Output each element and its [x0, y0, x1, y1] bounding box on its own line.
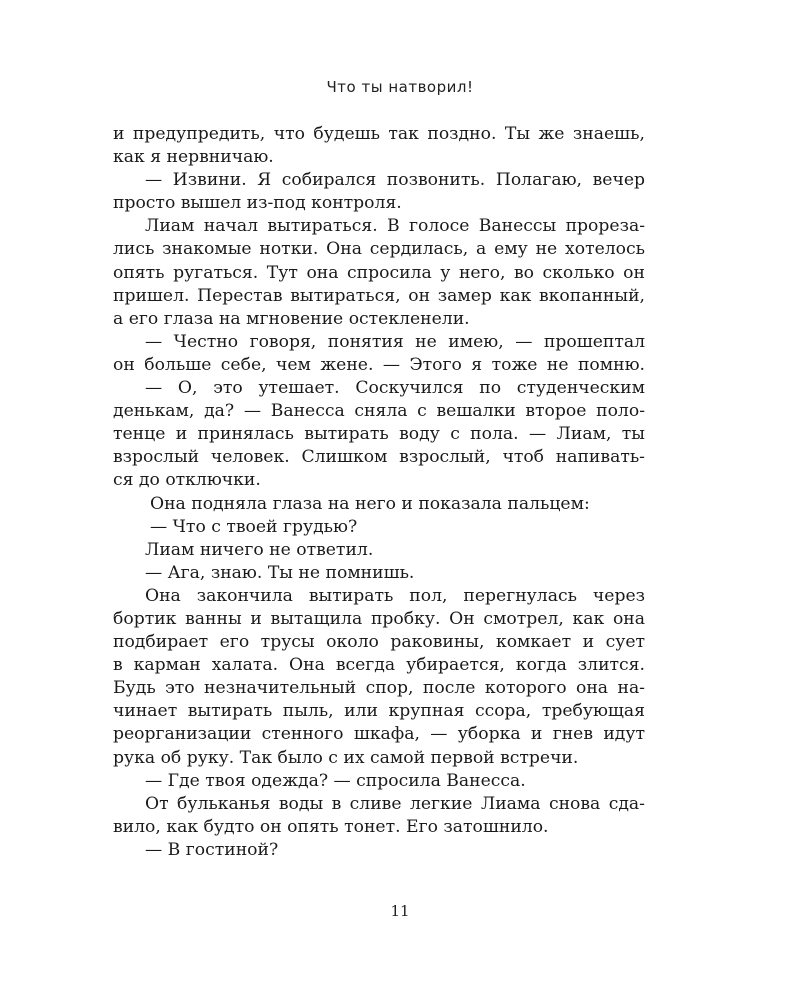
text-line: Она подняла глаза на него и показала пальцем: — [150, 493, 590, 514]
text-line: опять ругаться. Тут она спросила у него, во сколько он — [113, 262, 645, 283]
text-line: — Что с твоей грудью? — [150, 516, 358, 537]
text-line: — В гостиной? — [145, 839, 279, 860]
body-text — [113, 123, 645, 862]
text-line: Она закончила вытирать пол, перегнулась через — [145, 585, 645, 606]
text-line: тенце и принялась вытирать воду с пола. — Лиам, ты — [113, 424, 645, 445]
text-line: ся до отключки. — [113, 470, 261, 491]
text-line: пришел. Перестав вытираться, он замер как вкопанный, — [113, 285, 645, 306]
text-line: и предупредить, что будешь так поздно. Ты же знаешь, — [113, 124, 645, 144]
text-line: Лиам начал вытираться. В голосе Ванессы прореза- — [145, 216, 645, 237]
text-line: лись знакомые нотки. Она сердилась, а ему не хотелось — [113, 239, 645, 260]
text-line: — Извини. Я собирался позвонить. Полагаю, вечер — [145, 170, 645, 191]
page-number: 11 — [390, 902, 410, 920]
text-line: в карман халата. Она всегда убирается, когда злится. — [113, 655, 645, 676]
text-line: как я нервничаю. — [113, 147, 274, 168]
text-line: денькам, да? — Ванесса сняла с вешалки второе поло- — [113, 401, 645, 422]
text-line: Будь это незначительный спор, после которого она на- — [113, 678, 645, 699]
text-line: — О, это утешает. Соскучился по студенческим — [145, 378, 645, 399]
text-line: реорганизации стенного шкафа, — уборка и гнев идут — [113, 724, 645, 745]
text-line: а его глаза на мгновение остекленели. — [113, 308, 470, 329]
text-line: просто вышел из-под контроля. — [113, 193, 402, 214]
text-line: подбирает его трусы около раковины, комкает и сует — [113, 632, 645, 653]
text-line: чинает вытирать пыль, или крупная ссора, требующая — [113, 701, 645, 722]
text-line: Лиам ничего не ответил. — [145, 539, 374, 560]
text-line: — Честно говоря, понятия не имею, — прошептал — [145, 331, 645, 352]
text-line: он больше себе, чем жене. — Этого я тоже не помню. — [113, 354, 645, 375]
text-line: бортик ванны и вытащила пробку. Он смотрел, как она — [113, 608, 645, 629]
running-head: Что ты натворил! — [326, 78, 474, 96]
text-line: — Где твоя одежда? — спросила Ванесса. — [145, 770, 526, 791]
text-line: вило, как будто он опять тонет. Его затошнило. — [113, 816, 549, 837]
text-line: взрослый человек. Слишком взрослый, чтоб напивать- — [113, 447, 645, 468]
text-line: — Ага, знаю. Ты не помнишь. — [145, 562, 415, 583]
text-line: От бульканья воды в сливе легкие Лиама снова сда- — [145, 793, 645, 814]
text-line: рука об руку. Так было с их самой первой встречи. — [113, 747, 579, 768]
